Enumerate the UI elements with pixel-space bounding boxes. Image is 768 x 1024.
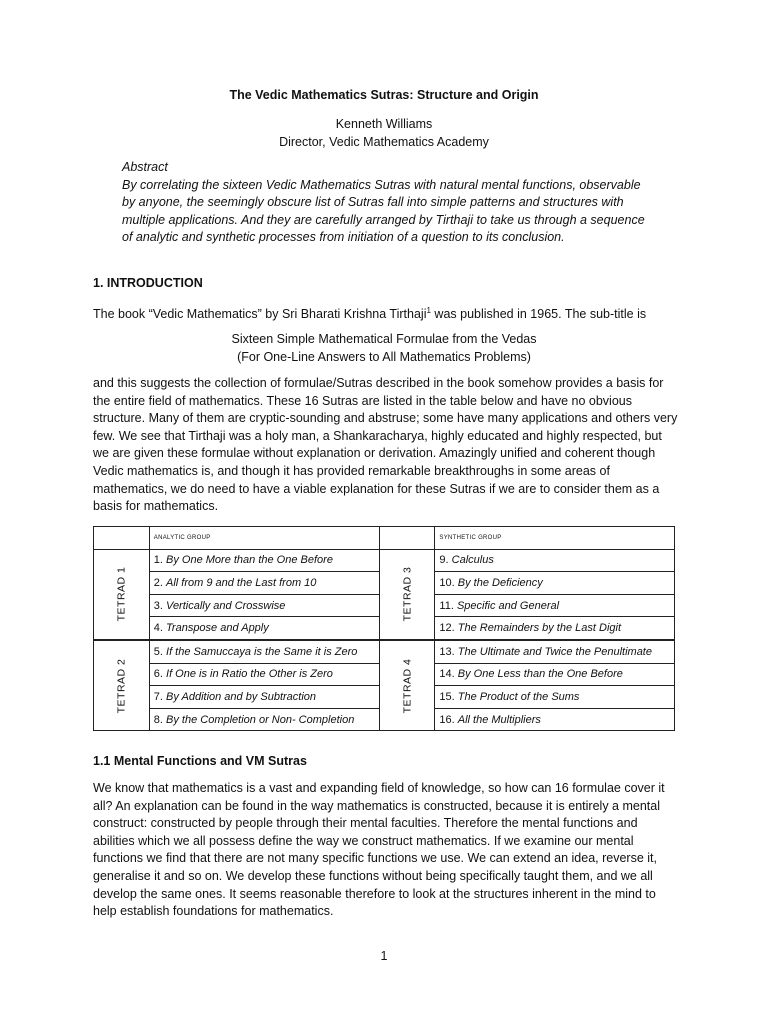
tetrad-3-label: TETRAD 3 [379, 549, 435, 640]
section-heading-introduction: 1. INTRODUCTION [93, 276, 203, 290]
sutra-cell: 8. By the Completion or Non- Completion [149, 708, 379, 731]
header-spacer [379, 527, 435, 550]
sutra-cell: 6. If One is in Ratio the Other is Zero [149, 663, 379, 686]
header-spacer [94, 527, 150, 550]
sutra-cell: 5. If the Samuccaya is the Same it is Zero [149, 640, 379, 663]
sutras-table [93, 526, 675, 731]
book-subtitle-line1: Sixteen Simple Mathematical Formulae from the Vedas [231, 332, 537, 346]
tetrad-1-label: TETRAD 1 [94, 549, 150, 640]
intro-sentence [93, 302, 678, 324]
abstract-heading: Abstract [122, 160, 168, 174]
author-name: Kenneth Williams [335, 117, 433, 131]
sutra-cell: 13. The Ultimate and Twice the Penultimate [435, 640, 675, 663]
sutra-cell: 15. The Product of the Sums [435, 686, 675, 709]
sutra-cell: 12. The Remainders by the Last Digit [435, 617, 675, 640]
abstract-text: By correlating the sixteen Vedic Mathematics Sutras with natural mental functions, observable by anyone, the seemingly obscure list of Sutras fall into simple patterns and structures with multiple applications. And they are carefully arranged by Tirthaji to take us through a sequence of analytic and synthetic processes from initiation of a question to its conclusion. [122, 177, 645, 245]
intro-paragraph: and this suggests the collection of formulae/Sutras described in the book somehow provides a basis for the entire field of mathematics. These 16 Sutras are listed in the table below and have no obvious structure. Many of them are cryptic-sounding and abstruse; some have many applications and others very few. We see that Tirthaji was a holy man, a Shankaracharya, highly educated and highly respected, but we are given these formulae without explanation or derivation. Amazingly unified and coherent though Vedic mathematics is, and though it has provided remarkable breakthroughs in some areas of mathematics, we do need to have a viable explanation for these Sutras if we are to consider them as a basis for mathematics. [93, 376, 678, 514]
paper-title: The Vedic Mathematics Sutras: Structure and Origin [229, 88, 539, 102]
book-subtitle [0, 330, 768, 366]
synthetic-group-header: SYNTHETIC GROUP [435, 527, 675, 550]
sutra-cell: 4. Transpose and Apply [149, 617, 379, 640]
intro-before: The book “Vedic Mathematics” by Sri Bharati Krishna Tirthaji [93, 307, 427, 322]
sutra-cell: 14. By One Less than the One Before [435, 663, 675, 686]
intro-after: was published in 1965. The sub-title is [430, 307, 647, 322]
mental-functions-paragraph: We know that mathematics is a vast and expanding field of knowledge, so how can 16 formulae cover it all? An explanation can be found in the way mathematics is constructed, because it is entirely a mental construct: constructed by people through their mental faculties. Therefore the mental functions and abilities which we all possess define the way we construct mathematics. If we examine our mental functions we find that there are not many specific functions we use. We can extend an idea, reverse it, generalise it and so on. We develop these functions without being specifically taught them, and we all develop the same ones. It seems reasonable therefore to look at the structures inherent in the mind to help establish foundations for mathematics. [93, 781, 665, 919]
author-block [0, 115, 768, 151]
footnote-mark: 1 [426, 306, 431, 315]
sutra-cell: 10. By the Deficiency [435, 572, 675, 595]
abstract [122, 159, 652, 247]
book-subtitle-line2: (For One-Line Answers to All Mathematics Problems) [237, 350, 531, 364]
tetrad-4-label: TETRAD 4 [379, 640, 435, 731]
tetrad-2-label: TETRAD 2 [94, 640, 150, 731]
sutra-cell: 1. By One More than the One Before [149, 549, 379, 572]
sutra-cell: 7. By Addition and by Subtraction [149, 686, 379, 709]
page-number: 1 [380, 949, 388, 963]
sutra-cell: 16. All the Multipliers [435, 708, 675, 731]
sutra-cell: 2. All from 9 and the Last from 10 [149, 572, 379, 595]
sutra-cell: 3. Vertically and Crosswise [149, 594, 379, 617]
author-role: Director, Vedic Mathematics Academy [279, 135, 489, 149]
sutra-cell: 11. Specific and General [435, 594, 675, 617]
section-heading-mental-functions: 1.1 Mental Functions and VM Sutras [93, 754, 307, 768]
sutra-cell: 9. Calculus [435, 549, 675, 572]
analytic-group-header: ANALYTIC GROUP [149, 527, 379, 550]
